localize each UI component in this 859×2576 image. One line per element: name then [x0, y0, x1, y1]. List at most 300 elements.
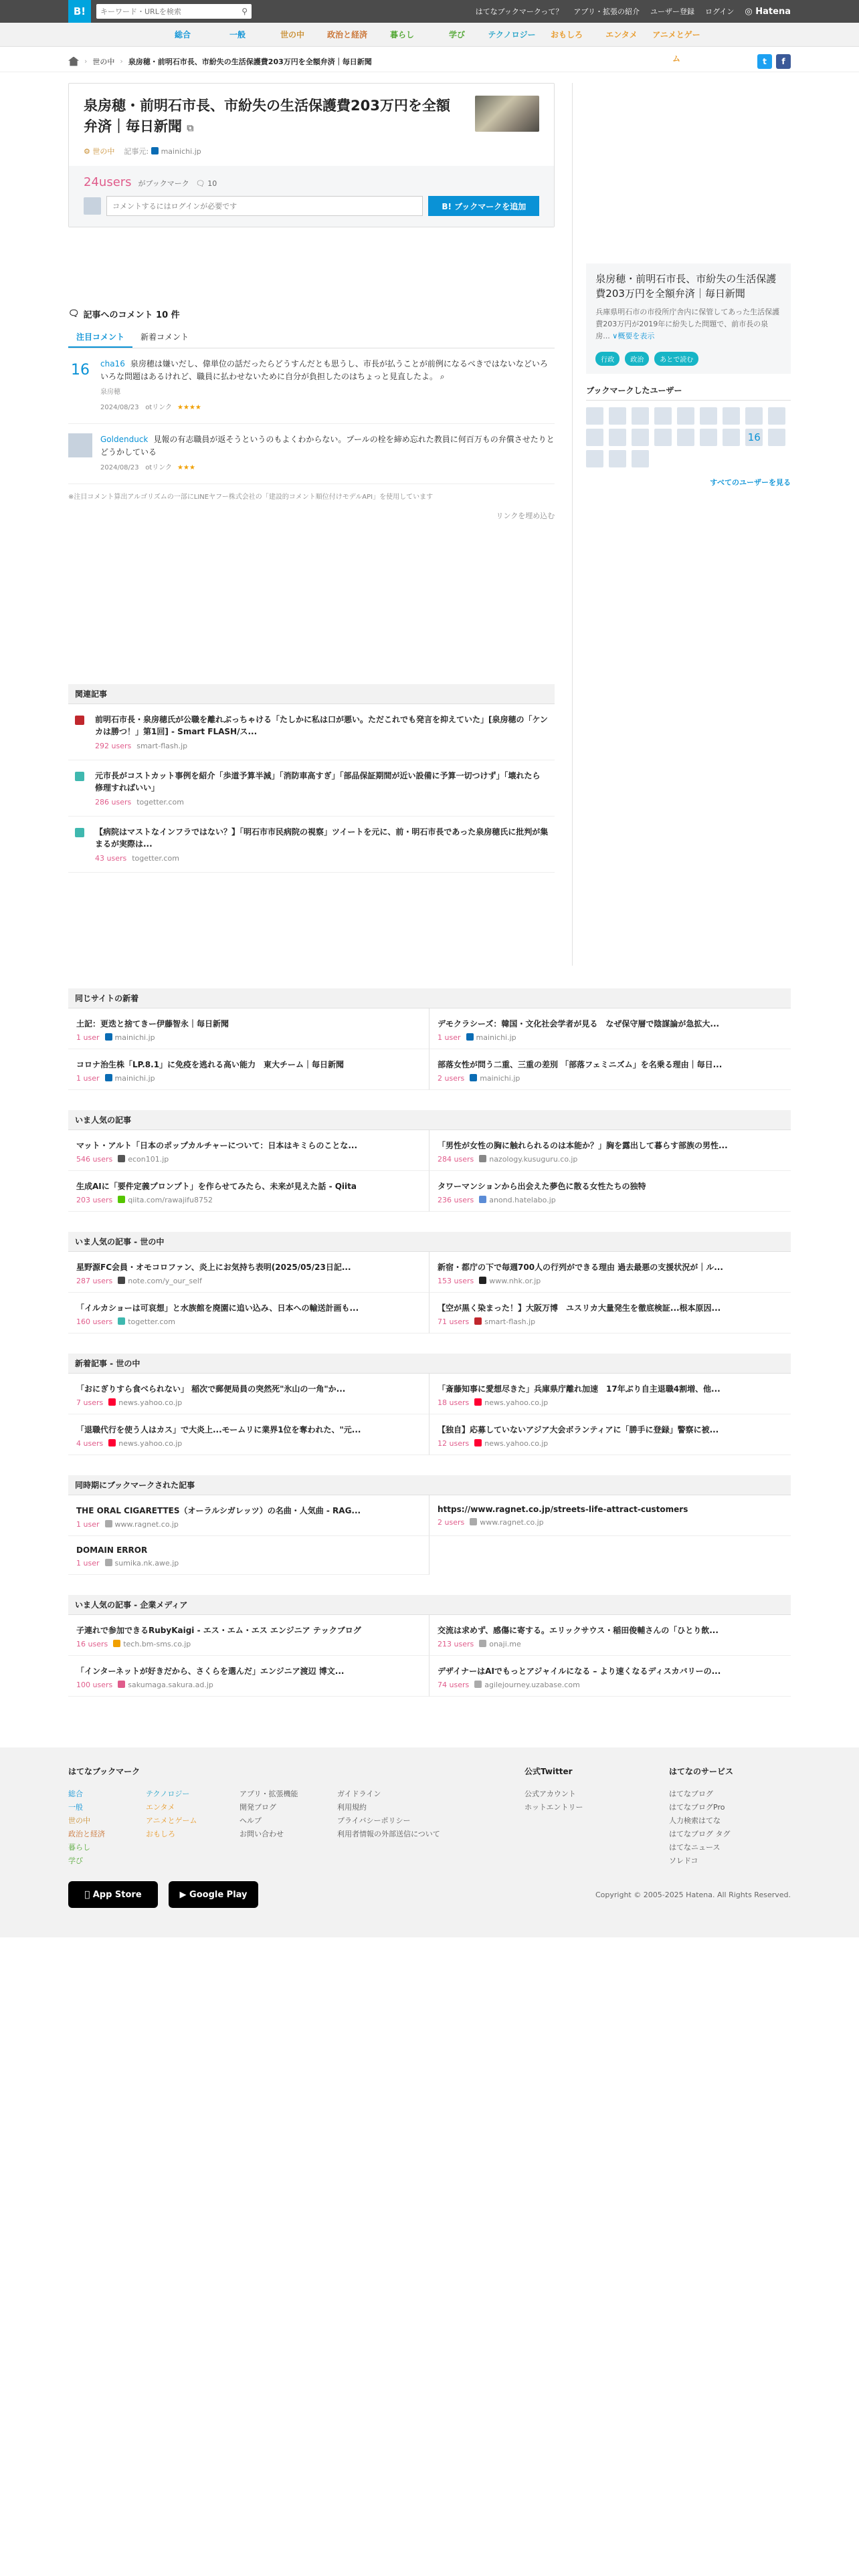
play-icon: ▶: [179, 1889, 187, 1900]
category-tab[interactable]: 政治と経済: [326, 30, 367, 39]
domain-link[interactable]: news.yahoo.co.jp: [484, 1439, 549, 1448]
article-title[interactable]: 「退職代行を使う人はカス」で大炎上...モームリに業界1位を奪われた、"元...: [76, 1425, 361, 1434]
section-heading: 新着記事 - 世の中: [68, 1354, 791, 1374]
tag-icon[interactable]: ⌕: [440, 372, 445, 381]
article-title[interactable]: https://www.ragnet.co.jp/streets-life-attract-customers: [438, 1505, 688, 1514]
site-favicon-icon: [75, 716, 84, 725]
domain-link[interactable]: smart-flash.jp: [136, 742, 188, 750]
users-count[interactable]: 546 users: [76, 1155, 113, 1164]
site-favicon-icon: [466, 1033, 474, 1041]
article-title[interactable]: THE ORAL CIGARETTES（オーラルシガレッツ）の名曲・人気曲 - RAG...: [76, 1506, 361, 1515]
source-link[interactable]: mainichi.jp: [161, 147, 201, 156]
search-input[interactable]: [100, 7, 242, 16]
footer-link[interactable]: はてなブログPro: [669, 1803, 725, 1812]
domain-link[interactable]: nazology.kusuguru.co.jp: [489, 1155, 578, 1164]
category-tab[interactable]: 世の中: [280, 30, 304, 39]
star-icons[interactable]: ★★★★: [177, 404, 201, 411]
comment-link[interactable]: otリンク: [145, 404, 173, 411]
domain-link[interactable]: anond.hatelabo.jp: [489, 1196, 556, 1204]
users-count[interactable]: 236 users: [438, 1196, 474, 1204]
article-meta: [76, 1681, 421, 1689]
section-heading: 同時期にブックマークされた記事: [68, 1475, 791, 1495]
article-item[interactable]: [430, 1171, 791, 1212]
footer-heading: はてなのサービス: [669, 1767, 734, 1776]
users-count[interactable]: 1 user: [76, 1033, 100, 1042]
footer-link[interactable]: 利用者情報の外部送信について: [337, 1830, 440, 1838]
footer-link[interactable]: 利用規約: [337, 1803, 367, 1812]
section-grid: [68, 1252, 791, 1333]
section-grid: [68, 1615, 791, 1697]
summary-body: 兵庫県明石市の市役所庁舎内に保管してあった生活保護費203万円が2019年に紛失した問題で、前市長の泉房...: [595, 308, 780, 340]
avatar[interactable]: [68, 433, 92, 457]
footer-link[interactable]: ホットエントリー: [524, 1803, 583, 1812]
article-item[interactable]: [430, 1293, 791, 1333]
domain-link[interactable]: www.ragnet.co.jp: [114, 1520, 179, 1529]
related-item[interactable]: [68, 704, 555, 760]
site-favicon-icon: [105, 1559, 112, 1566]
left-column: [68, 83, 555, 966]
users-count[interactable]: 2 users: [438, 1074, 465, 1083]
avatar: [84, 197, 101, 215]
article-meta: [438, 1033, 783, 1042]
signup-link[interactable]: ユーザー登録: [650, 7, 694, 16]
article-meta: [76, 1398, 421, 1407]
user-avatar[interactable]: [723, 429, 740, 446]
related-title[interactable]: 元市長がコストカット事例を紹介「歩道予算半減」「消防車高すぎ」「部品保証期間が近い設備に予算一切つけず」「壊れたら修理すればいい」: [95, 771, 541, 792]
site-favicon-icon: [474, 1681, 482, 1688]
site-favicon-icon: [479, 1277, 486, 1284]
article-title[interactable]: DOMAIN ERROR: [76, 1545, 148, 1555]
about-link[interactable]: はてなブックマークって？: [475, 7, 563, 16]
article-meta: [438, 1398, 783, 1407]
section-heading: いま人気の記事: [68, 1110, 791, 1130]
entry-category-text[interactable]: 世の中: [92, 147, 115, 156]
article-title[interactable]: 「インターネットが好きだから、さくらを選んだ」エンジニア渡辺 博文...: [76, 1667, 345, 1676]
domain-link[interactable]: econ101.jp: [128, 1155, 169, 1164]
site-favicon-icon: [479, 1640, 486, 1647]
article-title[interactable]: 「男性が女性の胸に触れられるのは本能か？」胸を露出して暮らす部族の男性...: [438, 1141, 728, 1150]
domain-link[interactable]: news.yahoo.co.jp: [484, 1398, 549, 1407]
article-title[interactable]: マット・アルト「日本のポップカルチャーについて：日本はキミらのことな...: [76, 1141, 357, 1150]
footer-link[interactable]: おもしろ: [146, 1830, 175, 1838]
share-buttons: [757, 54, 791, 69]
users-count[interactable]: 43 users: [95, 854, 127, 863]
entry-header: [69, 84, 554, 166]
footer-link[interactable]: アプリ・拡張機能: [240, 1790, 298, 1798]
users-count[interactable]: 213 users: [438, 1640, 474, 1648]
site-favicon-icon: [118, 1681, 125, 1688]
all-users-link[interactable]: すべてのユーザーを見る: [710, 478, 791, 487]
tab-popular-comments[interactable]: 注目コメント: [68, 327, 132, 348]
comment-count-text: 10: [207, 179, 217, 188]
article-item[interactable]: [430, 1656, 791, 1697]
category-tab[interactable]: 暮らし: [389, 30, 414, 39]
embed-link[interactable]: リンクを埋め込む: [496, 512, 555, 520]
article-meta: [76, 1074, 421, 1083]
search-icon[interactable]: ⚲: [242, 7, 248, 16]
article-item[interactable]: [430, 1130, 791, 1171]
article-item[interactable]: [68, 1130, 430, 1171]
article-meta: [76, 1196, 421, 1204]
site-favicon-icon: [474, 1398, 482, 1406]
domain-link[interactable]: news.yahoo.co.jp: [118, 1398, 183, 1407]
add-bookmark-label: ブックマークを追加: [454, 201, 527, 211]
comment-date[interactable]: 2024/08/23: [100, 464, 139, 471]
category-tab[interactable]: おもしろ: [550, 30, 583, 39]
users-count[interactable]: 24users: [84, 175, 132, 189]
entry-title-text[interactable]: 泉房穂・前明石市長、市紛失の生活保護費203万円を全額弁済｜毎日新聞: [84, 98, 450, 134]
article-title[interactable]: 「おにぎりすら食べられない」 稲次で郵便局員の突然死"氷山の一角"か...: [76, 1384, 346, 1394]
article-section: [68, 1475, 791, 1575]
domain-link[interactable]: mainichi.jp: [114, 1033, 155, 1042]
user-avatar[interactable]: [700, 429, 717, 446]
domain-link[interactable]: mainichi.jp: [476, 1033, 516, 1042]
user-avatar[interactable]: [586, 429, 603, 446]
user-avatar[interactable]: [768, 407, 785, 425]
category-tab[interactable]: アニメとゲーム: [652, 30, 700, 64]
category-tab[interactable]: エンタメ: [605, 30, 638, 39]
domain-link[interactable]: tech.bm-sms.co.jp: [123, 1640, 191, 1648]
users-count[interactable]: 2 users: [438, 1518, 465, 1527]
site-favicon-icon: [108, 1439, 116, 1446]
site-favicon-icon: [105, 1033, 112, 1041]
users-count[interactable]: 160 users: [76, 1317, 113, 1326]
users-count[interactable]: 153 users: [438, 1277, 474, 1285]
users-count[interactable]: 74 users: [438, 1681, 470, 1689]
article-title[interactable]: 星野源FC会員・オモコロファン、炎上にお気持ち表明(2025/05/23日記...: [76, 1263, 351, 1272]
user-avatar[interactable]: [677, 429, 694, 446]
user-avatar[interactable]: 16: [745, 429, 763, 446]
user-avatar[interactable]: [632, 407, 649, 425]
domain-link[interactable]: mainichi.jp: [480, 1074, 520, 1083]
footer-link[interactable]: 学び: [68, 1856, 83, 1865]
footer-link[interactable]: はてなニュース: [669, 1843, 721, 1852]
article-item[interactable]: [68, 1536, 430, 1575]
domain-link[interactable]: onaji.me: [489, 1640, 521, 1648]
section-heading: いま人気の記事 - 企業メディア: [68, 1595, 791, 1615]
domain-link[interactable]: smart-flash.jp: [484, 1317, 536, 1326]
user-avatar[interactable]: [632, 429, 649, 446]
article-item[interactable]: [430, 1414, 791, 1455]
domain-link[interactable]: togetter.com: [132, 854, 179, 863]
apple-icon: [84, 1890, 90, 1900]
domain-link[interactable]: note.com/y_our_self: [128, 1277, 202, 1285]
footer-link[interactable]: 暮らし: [68, 1843, 90, 1852]
article-title[interactable]: 「イルカショーは可哀想」と水族館を廃園に追い込み、日本への輸送計画も...: [76, 1303, 359, 1313]
star-icons[interactable]: ★★★: [177, 464, 195, 471]
section-heading: いま人気の記事 - 世の中: [68, 1232, 791, 1252]
main-area: [0, 83, 859, 966]
footer-col-services: [669, 1765, 733, 1868]
user-avatar[interactable]: [700, 407, 717, 425]
login-link[interactable]: ログイン: [704, 7, 735, 16]
domain-link[interactable]: www.nhk.or.jp: [489, 1277, 541, 1285]
bookmark-area: [69, 166, 554, 227]
comment-user[interactable]: Goldenduck: [100, 435, 149, 444]
footer-link[interactable]: ガイドライン: [337, 1790, 381, 1798]
footer-link[interactable]: 一般: [68, 1803, 83, 1812]
article-item[interactable]: [68, 1171, 430, 1212]
article-title[interactable]: 「斎藤知事に愛想尽きた」兵庫県庁離れ加速 17年ぶり自主退職4割増、他...: [438, 1384, 721, 1394]
site-favicon-icon: [474, 1317, 482, 1325]
entry-title[interactable]: [84, 96, 458, 139]
footer-col-categories-b: [146, 1765, 240, 1868]
comment-item: [68, 348, 555, 424]
footer-link[interactable]: 人力検索はてな: [669, 1816, 721, 1825]
article-item[interactable]: [430, 1008, 791, 1049]
users-count[interactable]: 1 user: [76, 1074, 100, 1083]
comment-tag[interactable]: 泉房穂: [100, 389, 120, 396]
bookmark-users-grid: [586, 407, 791, 467]
domain-link[interactable]: mainichi.jp: [114, 1074, 155, 1083]
domain-link[interactable]: sakumaga.sakura.ad.jp: [128, 1681, 213, 1689]
article-item[interactable]: [430, 1374, 791, 1414]
article-title[interactable]: 新宿・都庁の下で毎週700人の行列ができる理由 過去最悪の支援状況が｜ル...: [438, 1263, 723, 1272]
site-favicon-icon: [105, 1520, 112, 1527]
related-title[interactable]: 前明石市長・泉房穂氏が公職を離れぶっちゃける「たしかに私は口が悪い。ただこれでも発言を抑えていた」[泉房穂の「ケンカは勝つ！」第1回] - Smart FLASH/ス...: [95, 715, 548, 736]
users-count[interactable]: 18 users: [438, 1398, 470, 1407]
article-item[interactable]: [68, 1414, 430, 1455]
summary-box: [586, 263, 791, 374]
twitter-share-icon[interactable]: t: [757, 54, 772, 69]
google-play-button[interactable]: [169, 1881, 258, 1908]
users-count[interactable]: 100 users: [76, 1681, 113, 1689]
category-tab[interactable]: 総合: [174, 30, 191, 39]
footer-col-app: [240, 1765, 337, 1868]
comment-icon: 🗨: [195, 179, 205, 188]
article-title[interactable]: 部落女性が問う二重、三重の差別 「部落フェミニズム」を名乗る理由｜毎日...: [438, 1060, 723, 1069]
article-title[interactable]: 土記：更迭と捨てきー伊藤智永｜毎日新聞: [76, 1019, 229, 1029]
footer-link[interactable]: お問い合わせ: [240, 1830, 284, 1838]
footer-link[interactable]: 総合: [68, 1790, 83, 1798]
user-avatar[interactable]: [632, 450, 649, 467]
site-favicon-icon: [108, 1398, 116, 1406]
site-favicon-icon: [470, 1074, 477, 1081]
related-item[interactable]: [68, 760, 555, 817]
footer-link[interactable]: ソレドコ: [669, 1856, 698, 1865]
bookmark-users-heading: ブックマークしたユーザー: [586, 385, 791, 401]
summary-title[interactable]: 泉房穂・前明石市長、市紛失の生活保護費203万円を全額弁済｜毎日新聞: [595, 273, 777, 300]
hatena-bookmark-logo[interactable]: B!: [68, 0, 91, 23]
user-avatar[interactable]: [723, 407, 740, 425]
facebook-share-icon[interactable]: f: [776, 54, 791, 69]
tag-chip[interactable]: あとで読む: [654, 352, 698, 366]
comment-text: 泉房穂は嫌いだし、偉単位の話だったらどうすんだとも思うし、市長が払うことが前例になるべきではないなどいろいろな問題はあるけれど、職員に払わせないために自分が負担したのはちょっと見直したよ。: [100, 359, 548, 381]
app-store-label: App Store: [90, 1889, 139, 1900]
related-articles: [68, 684, 555, 873]
user-avatar[interactable]: [586, 407, 603, 425]
search-box[interactable]: [96, 4, 252, 19]
user-avatar[interactable]: [654, 407, 672, 425]
summary-text: [595, 306, 781, 342]
article-section: [68, 1110, 791, 1212]
comment-link[interactable]: otリンク: [145, 464, 173, 471]
users-count[interactable]: 71 users: [438, 1317, 470, 1326]
article-item[interactable]: [68, 1049, 430, 1090]
footer-link[interactable]: テクノロジー: [146, 1790, 190, 1798]
footer-link[interactable]: はてなブログ タグ: [669, 1830, 731, 1838]
footer-heading: はてなブックマーク: [68, 1767, 140, 1776]
user-avatar[interactable]: [677, 407, 694, 425]
add-bookmark-button[interactable]: B! ブックマークを追加: [428, 196, 539, 216]
comment-input[interactable]: [106, 196, 423, 216]
article-item[interactable]: [68, 1615, 430, 1656]
footer-link[interactable]: ヘルプ: [240, 1816, 262, 1825]
footer-link[interactable]: 開発ブログ: [240, 1803, 276, 1812]
footer-link[interactable]: プライバシーポリシー: [337, 1816, 411, 1825]
comment-date[interactable]: 2024/08/23: [100, 404, 139, 411]
site-favicon-icon: [118, 1277, 125, 1284]
entry-category[interactable]: ⚙ 世の中: [84, 147, 115, 156]
article-title[interactable]: デモクラシーズ：韓国・文化社会学者が見る なぜ保守層で陰謀論が急拡大...: [438, 1019, 720, 1029]
top-bar: [0, 0, 859, 23]
footer-link[interactable]: アニメとゲーム: [146, 1816, 197, 1825]
comment-meta: [100, 401, 555, 414]
site-favicon-icon: [75, 828, 84, 837]
article-meta: [438, 1518, 783, 1527]
breadcrumb-separator: ›: [84, 57, 88, 66]
article-meta: [76, 1317, 421, 1326]
entry-thumbnail[interactable]: [475, 96, 539, 132]
related-title[interactable]: 【病院はマストなインフラではない？】「明石市市民病院の視察」ツイートを元に、前・明石市長であった泉房穂氏に批判が集まるが実際は...: [95, 827, 549, 849]
footer-col-twitter: [524, 1765, 669, 1868]
article-item[interactable]: [68, 1008, 430, 1049]
user-avatar[interactable]: [609, 429, 626, 446]
related-body: [95, 770, 548, 807]
article-title[interactable]: 子連れで参加できるRubyKaigi - エス・エム・エス エンジニア テックブログ: [76, 1626, 361, 1635]
domain-link[interactable]: togetter.com: [128, 1317, 175, 1326]
users-count[interactable]: 1 user: [76, 1520, 100, 1529]
footer-col-categories-a: [68, 1765, 146, 1868]
hatena-mark-icon: ◎: [745, 6, 753, 17]
comment-row: [84, 196, 539, 216]
article-item[interactable]: [68, 1495, 430, 1536]
article-item[interactable]: [430, 1495, 791, 1536]
domain-link[interactable]: togetter.com: [136, 798, 184, 807]
users-count[interactable]: 16 users: [76, 1640, 108, 1648]
users-count[interactable]: 4 users: [76, 1439, 104, 1448]
footer-link[interactable]: 政治と経済: [68, 1830, 105, 1838]
show-summary-label[interactable]: 概要を表示: [617, 332, 655, 340]
breadcrumb-category[interactable]: 世の中: [92, 57, 115, 66]
article-section: [68, 988, 791, 1090]
external-link-icon[interactable]: ⧉: [187, 123, 194, 134]
site-favicon-icon: [470, 1518, 477, 1525]
article-meta: [438, 1640, 783, 1648]
breadcrumb: [0, 51, 859, 72]
avatar[interactable]: 16: [71, 361, 90, 379]
article-item[interactable]: [68, 1656, 430, 1697]
users-count[interactable]: 1 user: [76, 1559, 100, 1568]
source-label: 記事元:: [124, 147, 149, 156]
user-avatar[interactable]: [609, 407, 626, 425]
article-meta: [438, 1277, 783, 1285]
users-count[interactable]: 286 users: [95, 798, 132, 807]
breadcrumb-title: 泉房穂・前明石市長、市紛失の生活保護費203万円を全額弁済｜毎日新聞: [128, 57, 372, 66]
category-tab[interactable]: 学び: [448, 30, 465, 39]
article-item[interactable]: [430, 1049, 791, 1090]
article-item[interactable]: [430, 1252, 791, 1293]
section-grid: [68, 1008, 791, 1090]
tag-row: [595, 352, 781, 366]
domain-link[interactable]: news.yahoo.co.jp: [118, 1439, 183, 1448]
domain-link[interactable]: agilejourney.uzabase.com: [484, 1681, 580, 1689]
tab-new-comments[interactable]: 新着コメント: [140, 332, 189, 342]
app-store-button[interactable]: [68, 1881, 158, 1908]
footer-link[interactable]: エンタメ: [146, 1803, 175, 1812]
show-summary-link[interactable]: [612, 332, 654, 340]
users-count[interactable]: 7 users: [76, 1398, 104, 1407]
article-section: [68, 1232, 791, 1333]
user-avatar[interactable]: [745, 407, 763, 425]
users-count[interactable]: 12 users: [438, 1439, 470, 1448]
users-line: [84, 175, 539, 189]
copyright: Copyright © 2005-2025 Hatena. All Rights Reserved.: [595, 1890, 791, 1899]
user-avatar[interactable]: [586, 450, 603, 467]
chevron-down-icon: ∨: [612, 332, 618, 340]
domain-link[interactable]: www.ragnet.co.jp: [480, 1518, 544, 1527]
mainichi-favicon-icon: [151, 147, 159, 154]
article-meta: [76, 1033, 421, 1042]
domain-link[interactable]: qiita.com/rawajifu8752: [128, 1196, 213, 1204]
article-title[interactable]: タワーマンションから出会えた夢色に散る女性たちの独特: [438, 1182, 646, 1191]
article-item[interactable]: [68, 1293, 430, 1333]
users-count[interactable]: 292 users: [95, 742, 132, 750]
footer-col-policy: [337, 1765, 524, 1868]
article-title[interactable]: デザイナーはAIでもっとアジャイルになる – より速くなるディスカバリーの...: [438, 1667, 721, 1676]
footer-link[interactable]: はてなブログ: [669, 1790, 713, 1798]
users-count[interactable]: 1 user: [438, 1033, 461, 1042]
comment-user[interactable]: cha16: [100, 359, 125, 368]
article-item[interactable]: [68, 1374, 430, 1414]
user-avatar[interactable]: [654, 429, 672, 446]
related-body: [95, 826, 548, 863]
section-grid: [68, 1495, 791, 1575]
footer-link[interactable]: 世の中: [68, 1816, 90, 1825]
column-divider: [572, 83, 573, 966]
tag-chip[interactable]: 行政: [595, 352, 619, 366]
footer-link[interactable]: 公式アカウント: [524, 1790, 576, 1798]
apps-link[interactable]: アプリ・拡張の紹介: [573, 7, 640, 16]
users-count[interactable]: 287 users: [76, 1277, 113, 1285]
article-title[interactable]: 交流は求めず、感傷に寄する。エリックサウス・稲田俊輔さんの「ひとり飲...: [438, 1626, 719, 1635]
article-title[interactable]: 生成AIに「要件定義プロンプト」を作らせてみたら、未来が見えた話 - Qiita: [76, 1182, 357, 1191]
tag-chip[interactable]: 政治: [625, 352, 649, 366]
hatena-brand-link[interactable]: [745, 7, 791, 17]
article-meta: [438, 1196, 783, 1204]
comment-item: [68, 424, 555, 484]
users-count[interactable]: 284 users: [438, 1155, 474, 1164]
category-tab[interactable]: テクノロジー: [488, 30, 536, 39]
article-title[interactable]: コロナ治生株「LP.8.1」に免疫を逃れる高い能力 東大チーム｜毎日新聞: [76, 1060, 345, 1069]
article-meta: [76, 1559, 421, 1568]
right-column: [586, 83, 791, 966]
related-item[interactable]: [68, 817, 555, 873]
article-item[interactable]: [430, 1615, 791, 1656]
site-favicon-icon: [479, 1155, 486, 1162]
entry-meta: [84, 146, 458, 156]
article-title[interactable]: 【独自】応募していないアジア大会ボランティアに「勝手に登録」警察に被...: [438, 1425, 719, 1434]
category-tab[interactable]: 一般: [229, 30, 246, 39]
user-avatar[interactable]: [609, 450, 626, 467]
article-title[interactable]: 【空が黒く染まった！】大阪万博 ユスリカ大量発生を徹底検証...根本原因...: [438, 1303, 721, 1313]
home-icon[interactable]: [68, 57, 79, 66]
entry-source: [124, 146, 201, 156]
article-item[interactable]: [68, 1252, 430, 1293]
users-count[interactable]: 203 users: [76, 1196, 113, 1204]
user-avatar[interactable]: [768, 429, 785, 446]
domain-link[interactable]: sumika.nk.awe.jp: [114, 1559, 179, 1568]
